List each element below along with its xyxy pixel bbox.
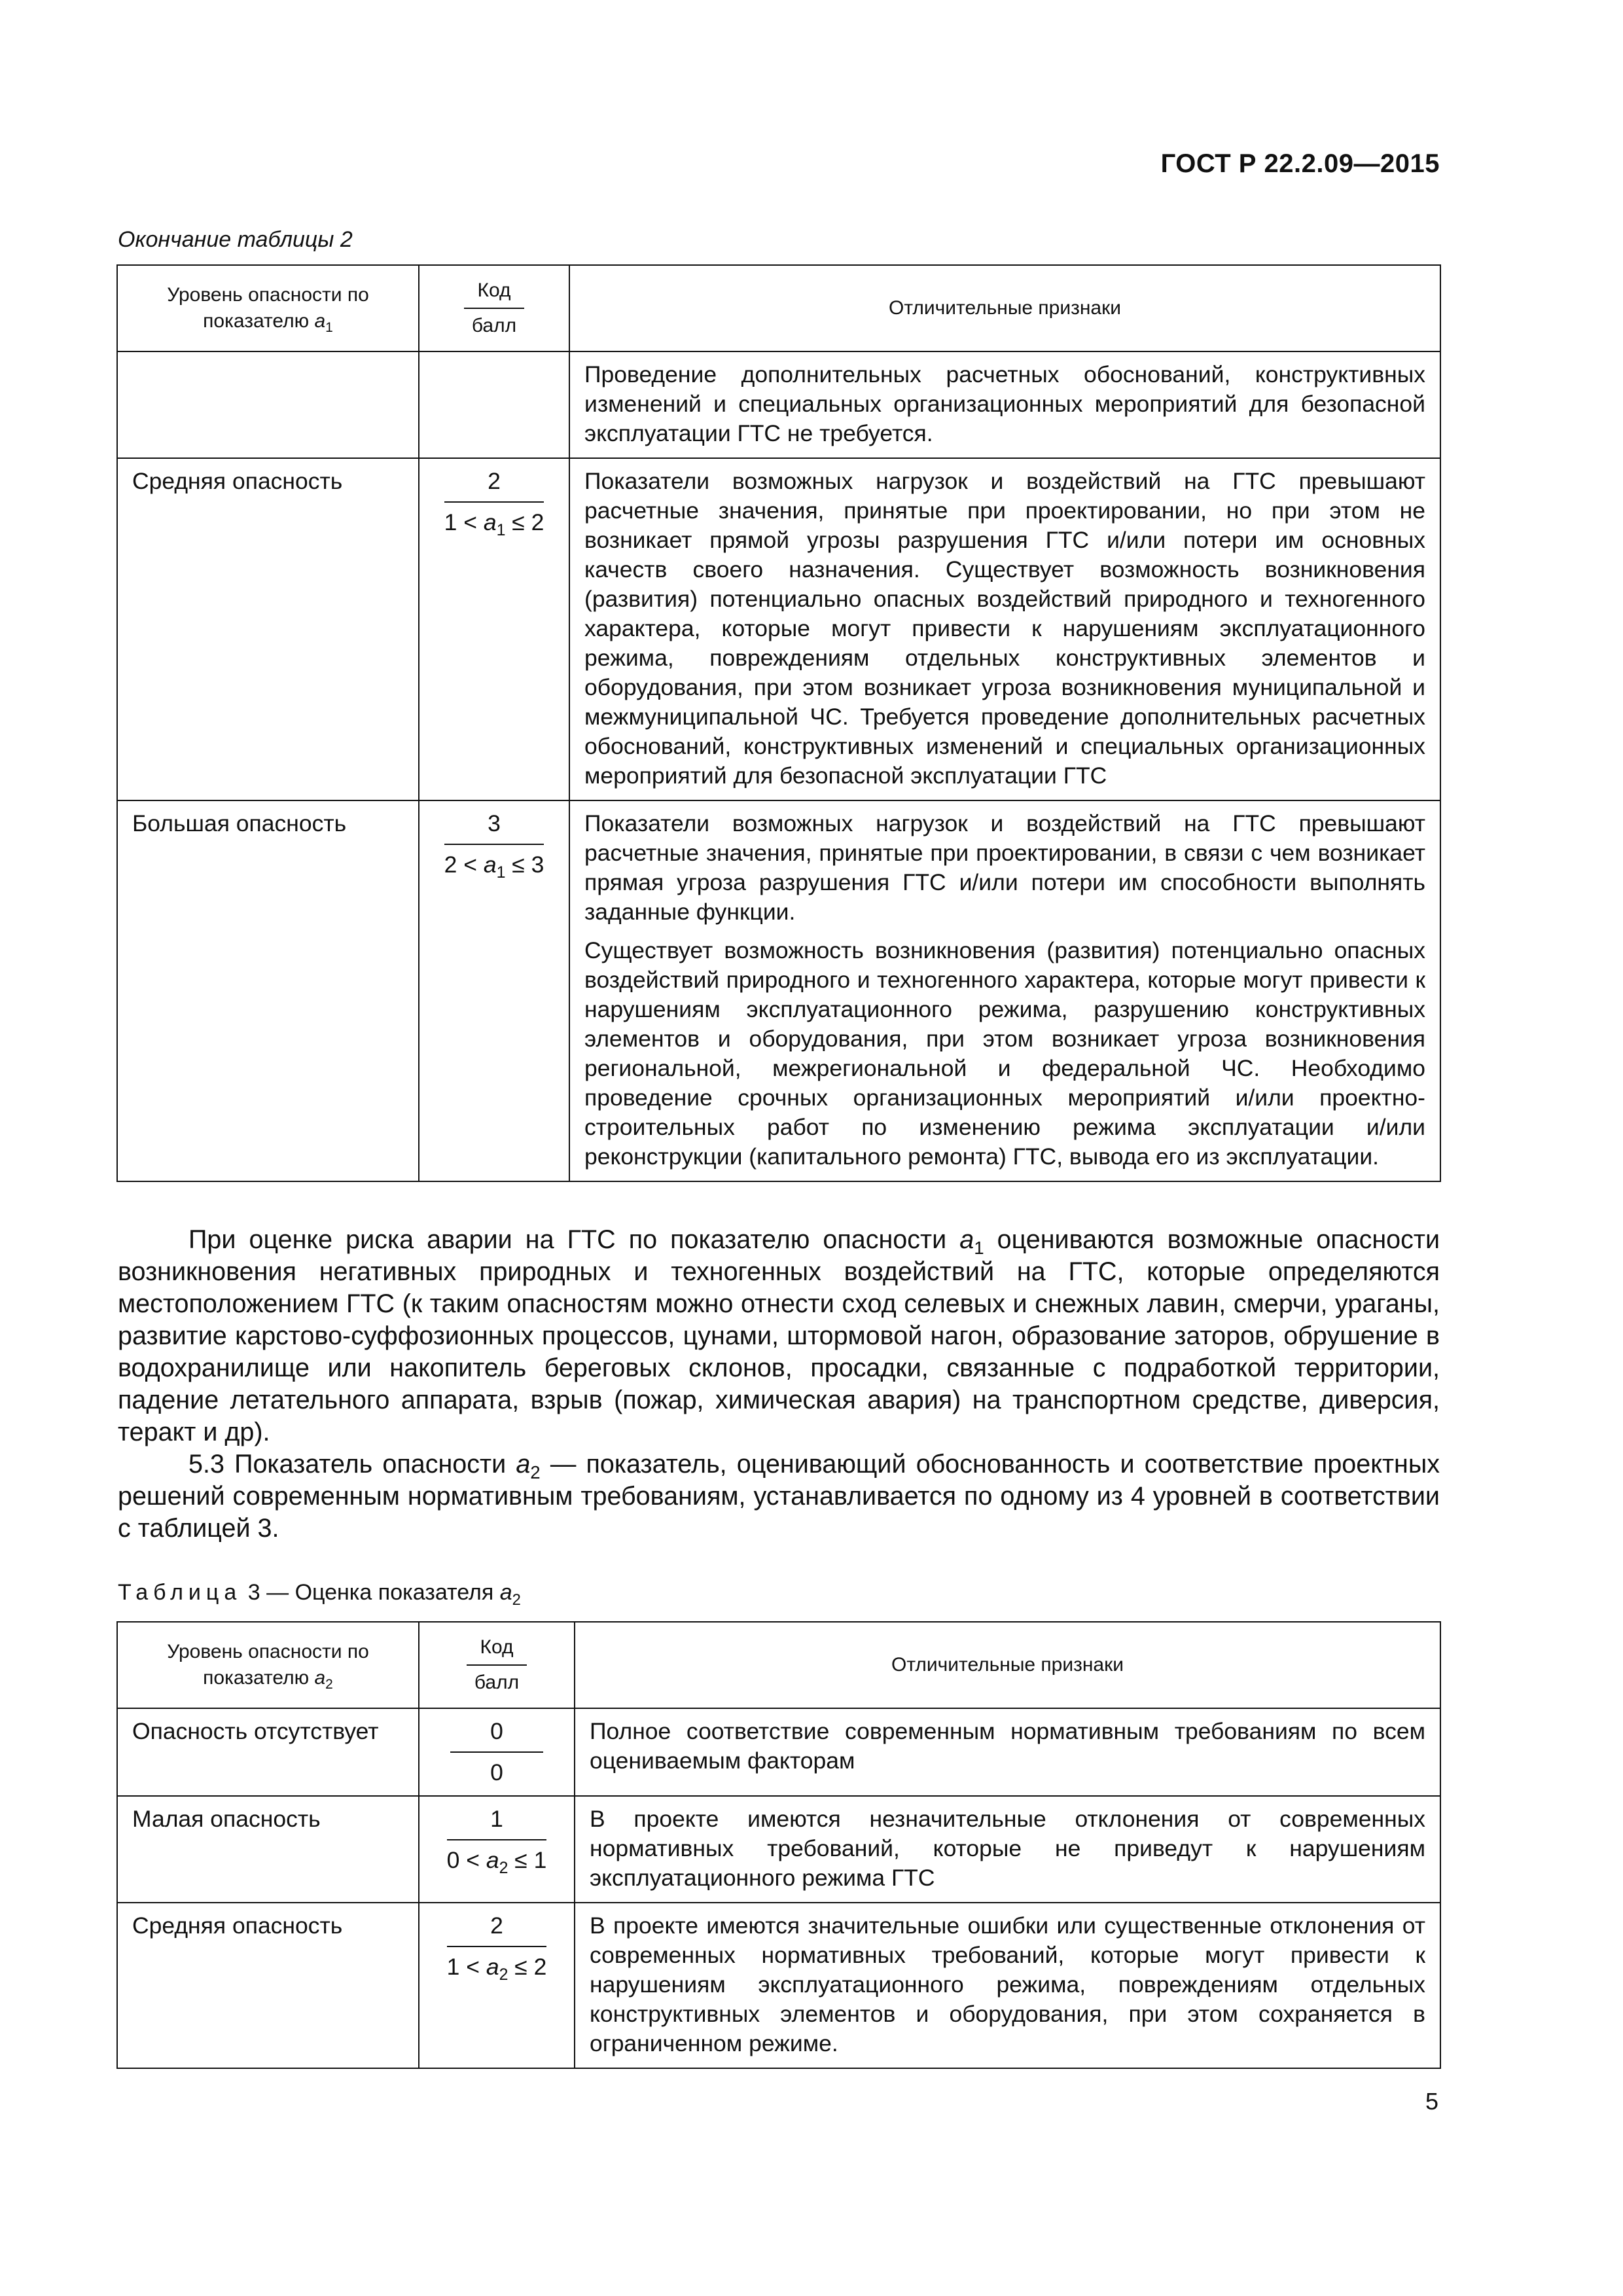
header-signs: Отличительные признаки (575, 1622, 1440, 1708)
table-row (117, 1903, 1440, 2068)
table-row (117, 1708, 1440, 1796)
distinctive-signs-cell (575, 1796, 1440, 1903)
page-number: 5 (1425, 2088, 1438, 2115)
danger-level-cell (117, 351, 419, 458)
code-score-cell: $\frac{2}{1 < a_2 \le 2}$ (419, 1903, 575, 2068)
sign-paragraph: В проекте имеются незначительные отклонения от современных нормативных требований, которые не приведут к нарушениям эксплуатационного режима ГТС (590, 1806, 1425, 1891)
table-row (117, 800, 1440, 1181)
code-score-cell: $\frac{2}{1 < a_1 \le 2}$ (419, 458, 569, 800)
header-level: Уровень опасности по показателю $a_2$ (117, 1622, 419, 1708)
table-2 (116, 264, 1441, 1182)
table3-caption-label: Таблица (118, 1580, 242, 1605)
distinctive-signs-cell (575, 1708, 1440, 1796)
table3-caption-number: 3 (247, 1580, 260, 1605)
table-row (117, 458, 1440, 800)
code-score-cell: $\frac{0}{0}$ (419, 1708, 575, 1796)
table-3 (116, 1621, 1441, 2069)
sign-paragraph: Существует возможность возникновения (развития) потенциально опасных воздействий природного и техногенного характера, которые могут привести к нарушениям эксплуатационного режима, разрушению конструктивных элементов и оборудования, при этом возникает угроза возникновения региональной, межрегиональной и федеральной ЧС. Необходимо проведение срочных организационных мероприятий и/или проектно-строительных работ по изменению режима эксплуатации и/или реконструкции (капитального ремонта) ГТС, вывода его из эксплуатации. (584, 937, 1425, 1170)
danger-level-cell: Средняя опасность (117, 458, 419, 800)
danger-level-cell: Большая опасность (117, 800, 419, 1181)
header-code: $\frac{\text{Код}}{\text{балл}}$ (419, 1622, 575, 1708)
sign-paragraph: Проведение дополнительных расчетных обоснований, конструктивных изменений и специальных организационных мероприятий для безопасной эксплуатации ГТС не требуется. (584, 361, 1425, 446)
table-header-row (117, 1622, 1440, 1708)
danger-level-cell: Малая опасность (117, 1796, 419, 1903)
table3-caption (118, 1580, 521, 1609)
body-text-block (118, 1224, 1440, 1545)
table3-caption-var: a (499, 1580, 512, 1605)
code-score-cell (419, 351, 569, 458)
table3-caption-sub: 2 (512, 1590, 521, 1609)
table-header-row (117, 265, 1440, 351)
distinctive-signs-cell (569, 351, 1440, 458)
table-row (117, 1796, 1440, 1903)
code-score-cell: $\frac{1}{0 < a_2 \le 1}$ (419, 1796, 575, 1903)
danger-level-cell: Средняя опасность (117, 1903, 419, 2068)
paragraph-hazard-a1: При оценке риска аварии на ГТС по показателю опасности $a_1$ оцениваются возможные опасности возникновения негативных природных и техногенных воздействий на ГТС, которые определяются местоположением ГТС (к таким опасностям можно отнести сход селевых и снежных лавин, смерчи, ураганы, развитие карстово-суффозионных процессов, цунами, штормовой нагон, образование заторов, обрушение в водохранилище или накопитель береговых склонов, просадки, связанные с подработкой территории, падение летательного аппарата, взрыв (пожар, химическая авария) на транспортном средстве, диверсия, теракт и др). (118, 1225, 1440, 1446)
table2-continuation-caption: Окончание таблицы 2 (118, 227, 353, 252)
table-row (117, 351, 1440, 458)
paragraph-5-3: 5.3 Показатель опасности $a_2$ — показатель, оценивающий обоснованность и соответствие проектных решений современным нормативным требованиям, устанавливается по одному из 4 уровней в соответствии с таблицей 3. (118, 1450, 1440, 1543)
header-signs: Отличительные признаки (569, 265, 1440, 351)
sign-paragraph: В проекте имеются значительные ошибки или существенные отклонения от современных нормативных требований, которые могут привести к нарушениям эксплуатационного режима, повреждениям отдельных конструктивных элементов и оборудования, при этом сохраняется в ограниченном режиме. (590, 1912, 1425, 2056)
distinctive-signs-cell (569, 800, 1440, 1181)
header-code: $\frac{\text{Код}}{\text{балл}}$ (419, 265, 569, 351)
distinctive-signs-cell (569, 458, 1440, 800)
sign-paragraph: Полное соответствие современным нормативным требованиям по всем оцениваемым факторам (590, 1718, 1425, 1774)
danger-level-cell: Опасность отсутствует (117, 1708, 419, 1796)
table3-caption-title: — Оценка показателя (266, 1580, 494, 1605)
header-level: Уровень опасности по показателю $a_1$ (117, 265, 419, 351)
code-score-cell: $\frac{3}{2 < a_1 \le 3}$ (419, 800, 569, 1181)
sign-paragraph: Показатели возможных нагрузок и воздействий на ГТС превышают расчетные значения, принятые при проектировании, но при этом не возникает прямой угрозы разрушения ГТС и/или потери им основных качеств своего назначения. Существует возможность возникновения (развития) потенциально опасных воздействий природного и техногенного характера, которые могут привести к нарушениям эксплуатационного режима, повреждениям отдельных конструктивных элементов и оборудования, при этом возникает угроза возникновения муниципальной и межмуниципальной ЧС. Требуется проведение дополнительных расчетных обоснований, конструктивных изменений и специальных организационных мероприятий для безопасной эксплуатации ГТС (584, 468, 1425, 789)
sign-paragraph: Показатели возможных нагрузок и воздействий на ГТС превышают расчетные значения, принятые при проектировании, в связи с чем возникает прямая угроза разрушения ГТС и/или потери им способности выполнять заданные функции. (584, 810, 1425, 925)
document-id: ГОСТ Р 22.2.09—2015 (1160, 149, 1440, 178)
distinctive-signs-cell (575, 1903, 1440, 2068)
